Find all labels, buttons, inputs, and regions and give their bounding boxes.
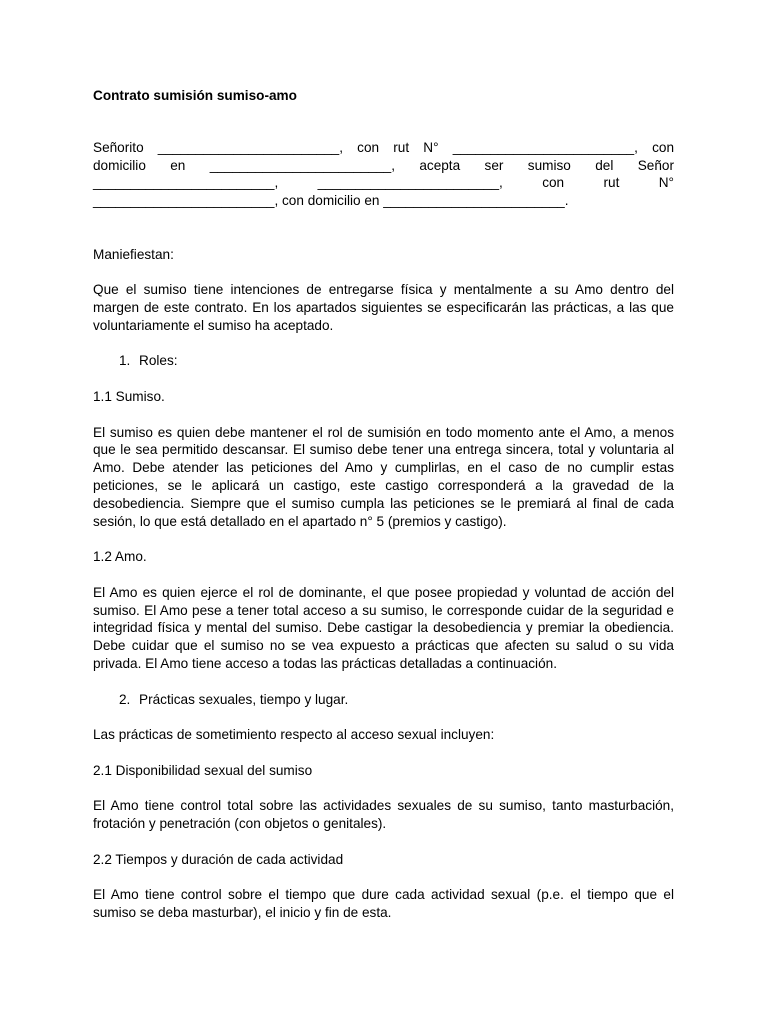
subsection-1-2-heading: 1.2 Amo. <box>93 549 147 565</box>
intro-line: ________________________, con domicilio en ________________________. <box>93 193 569 209</box>
section-2-heading <box>93 691 674 709</box>
section-2-label: Prácticas sexuales, tiempo y lugar. <box>139 691 349 707</box>
subsection-1-1-text: El sumiso es quien debe mantener el rol de sumisión en todo momento ante el Amo, a menos que le sea permitido descansar. El sumiso debe tener una entrega sincera, total y voluntaria al Amo. Debe atender las peticiones del Amo y cumplirlas, en el caso de no cumplir estas peticiones, se le aplicará un castigo, este castigo corresponderá a la gravedad de la desobediencia. Siempre que el sumiso cumpla las peticiones se le premiará al final de cada sesión, lo que está detallado en el apartado n° 5 (premios y castigo). <box>93 424 674 529</box>
intro-line: domicilio en ________________________, acepta ser sumiso del Señor <box>93 157 674 173</box>
section-1-number: 1. <box>119 353 131 369</box>
subsection-2-1-heading: 2.1 Disponibilidad sexual del sumiso <box>93 762 313 778</box>
section-2-intro: Las prácticas de sometimiento respecto al acceso sexual incluyen: <box>93 727 495 743</box>
intro-paragraph: Que el sumiso tiene intenciones de entregarse física y mentalmente a su Amo dentro del margen de este contrato. En los apartados siguientes se especificarán las prácticas, a las que voluntariamente el sumiso ha aceptado. <box>93 282 674 333</box>
manifiestan-label: Maniefiestan: <box>93 246 174 262</box>
document-title: Contrato sumisión sumiso-amo <box>93 88 297 103</box>
subsection-1-2-text: El Amo es quien ejerce el rol de dominante, el que posee propiedad y voluntad de acción del sumiso. El Amo pese a tener total acceso a su sumiso, le corresponde cuidar de la seguridad e integridad física y mental del sumiso. Debe castigar la desobediencia y premiar la obediencia. Debe cuidar que el sumiso no se vea expuesto a prácticas que afecten su salud o su vida privada. El Amo tiene acceso a todas las prácticas detalladas a continuación. <box>93 584 674 671</box>
document-page <box>93 87 674 922</box>
subsection-2-1-text: El Amo tiene control total sobre las actividades sexuales de su sumiso, tanto masturbación, frotación y penetración (con objetos o genitales). <box>93 798 674 832</box>
subsection-2-2-text: El Amo tiene control sobre el tiempo que dure cada actividad sexual (p.e. el tiempo que el sumiso se deba masturbar), el inicio y fin de esta. <box>93 887 674 921</box>
subsection-2-2-heading: 2.2 Tiempos y duración de cada actividad <box>93 851 344 867</box>
intro-block <box>93 139 674 210</box>
intro-line: ________________________, ________________________, con rut N° <box>93 175 674 191</box>
section-1-heading <box>93 352 674 370</box>
subsection-1-1-heading: 1.1 Sumiso. <box>93 388 165 404</box>
section-2-number: 2. <box>119 691 131 707</box>
intro-line: Señorito ________________________, con rut N° ________________________, con <box>93 139 674 155</box>
section-1-label: Roles: <box>139 353 178 369</box>
